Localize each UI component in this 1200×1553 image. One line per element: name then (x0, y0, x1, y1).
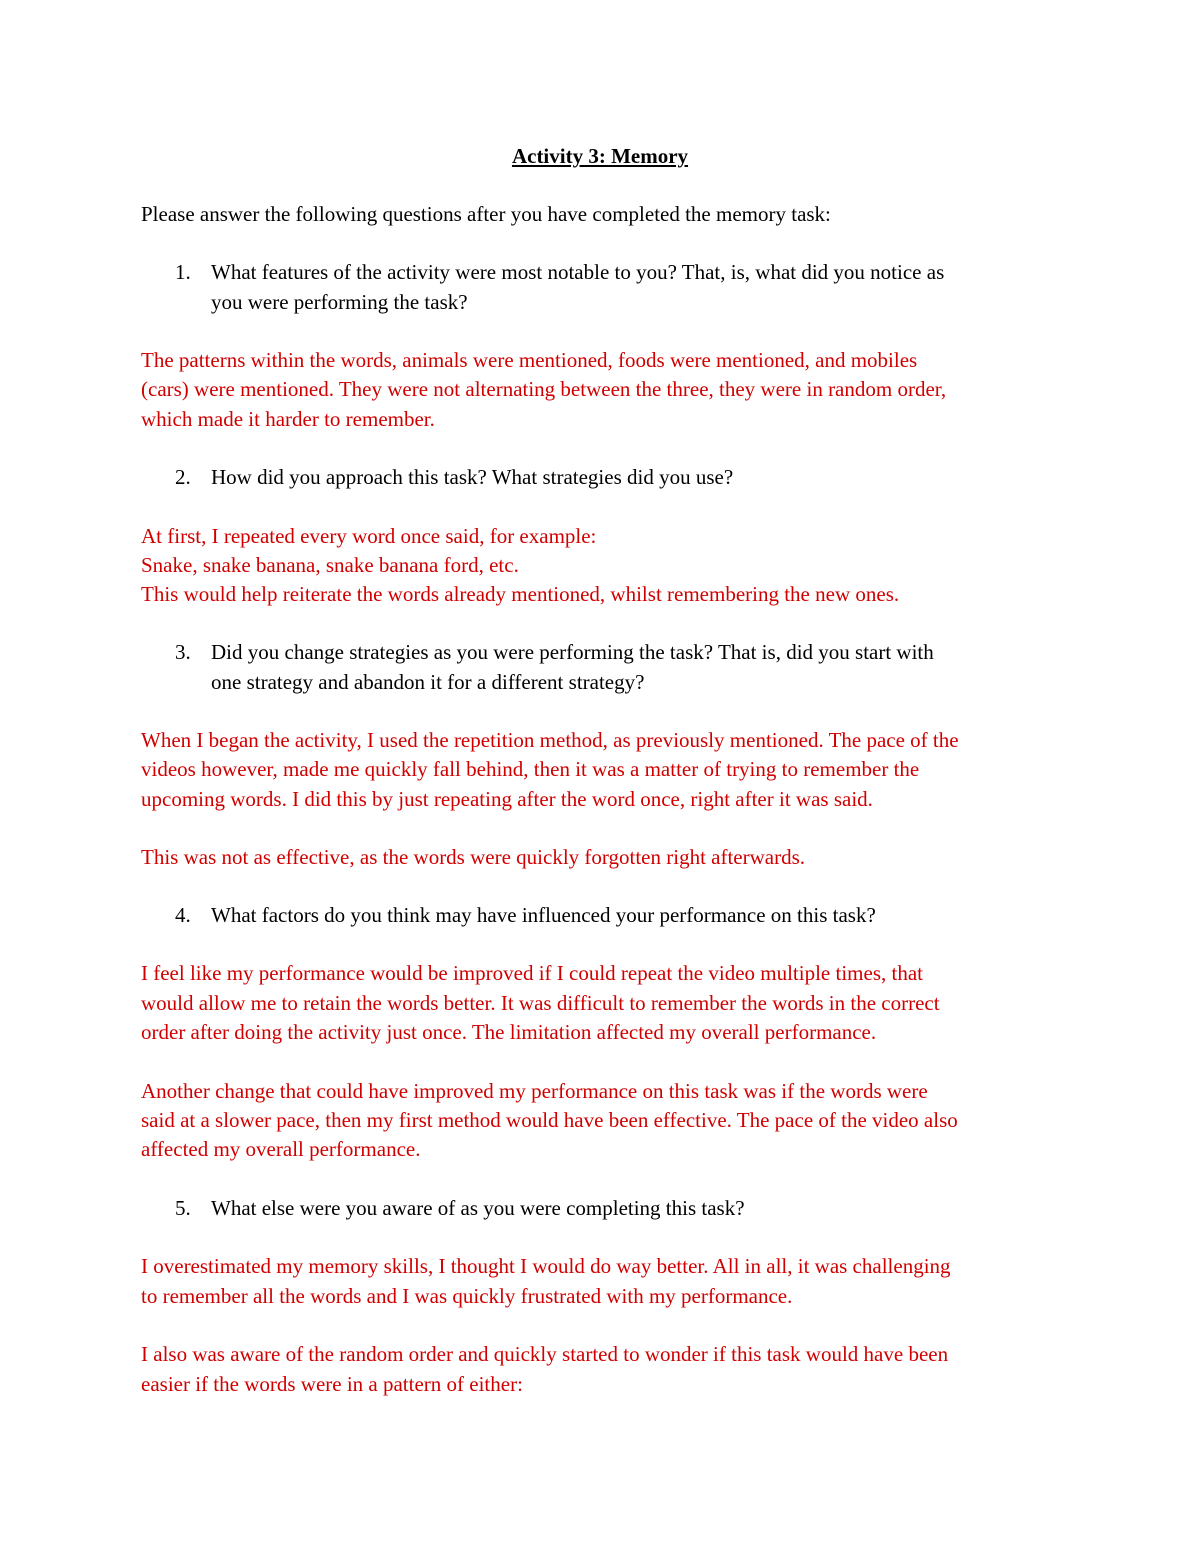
answer-5b-line-1: I also was aware of the random order and quickly started to wonder if this task would have been (141, 1342, 949, 1366)
question-4-number: 4. (175, 903, 191, 927)
answer-1-line-3: which made it harder to remember. (141, 407, 435, 431)
answer-4a-line-3: order after doing the activity just once. The limitation affected my overall performance. (141, 1020, 877, 1044)
answer-1-line-1: The patterns within the words, animals were mentioned, foods were mentioned, and mobiles (141, 348, 918, 372)
answer-2-line-2: Snake, snake banana, snake banana ford, etc. (141, 553, 519, 577)
answer-1-line-2: (cars) were mentioned. They were not alternating between the three, they were in random order, (141, 377, 947, 401)
answer-3b-line-1: This was not as effective, as the words were quickly forgotten right afterwards. (141, 845, 806, 869)
question-3-line-1: Did you change strategies as you were performing the task? That is, did you start with (211, 640, 934, 664)
answer-4b-line-3: affected my overall performance. (141, 1137, 421, 1161)
question-4-line-1: What factors do you think may have influenced your performance on this task? (211, 903, 876, 927)
question-3-number: 3. (175, 640, 191, 664)
answer-5a-line-2: to remember all the words and I was quickly frustrated with my performance. (141, 1284, 793, 1308)
question-2-number: 2. (175, 465, 191, 489)
answer-3a-line-2: videos however, made me quickly fall behind, then it was a matter of trying to remember the (141, 757, 920, 781)
answer-4a-line-1: I feel like my performance would be improved if I could repeat the video multiple times, that (141, 961, 923, 985)
question-3-line-2: one strategy and abandon it for a different strategy? (211, 670, 645, 694)
answer-5a-line-1: I overestimated my memory skills, I thought I would do way better. All in all, it was challenging (141, 1254, 951, 1278)
answer-4b-line-2: said at a slower pace, then my first method would have been effective. The pace of the video also (141, 1108, 958, 1132)
question-5-number: 5. (175, 1196, 191, 1220)
answer-3a-line-1: When I began the activity, I used the repetition method, as previously mentioned. The pace of the (141, 728, 959, 752)
intro-text: Please answer the following questions after you have completed the memory task: (141, 202, 831, 226)
answer-2-line-3: This would help reiterate the words already mentioned, whilst remembering the new ones. (141, 582, 900, 606)
question-1-line-2: you were performing the task? (211, 290, 468, 314)
question-2-line-1: How did you approach this task? What strategies did you use? (211, 465, 734, 489)
answer-5b-line-2: easier if the words were in a pattern of either: (141, 1372, 523, 1396)
question-5-line-1: What else were you aware of as you were completing this task? (211, 1196, 745, 1220)
answer-4a-line-2: would allow me to retain the words better. It was difficult to remember the words in the correct (141, 991, 940, 1015)
question-1-line-1: What features of the activity were most notable to you? That, is, what did you notice as (211, 260, 945, 284)
question-1-number: 1. (175, 260, 191, 284)
answer-3a-line-3: upcoming words. I did this by just repeating after the word once, right after it was said. (141, 787, 873, 811)
page-title: Activity 3: Memory (511, 144, 689, 168)
answer-4b-line-1: Another change that could have improved my performance on this task was if the words were (141, 1079, 928, 1103)
answer-2-line-1: At first, I repeated every word once said, for example: (141, 524, 597, 548)
